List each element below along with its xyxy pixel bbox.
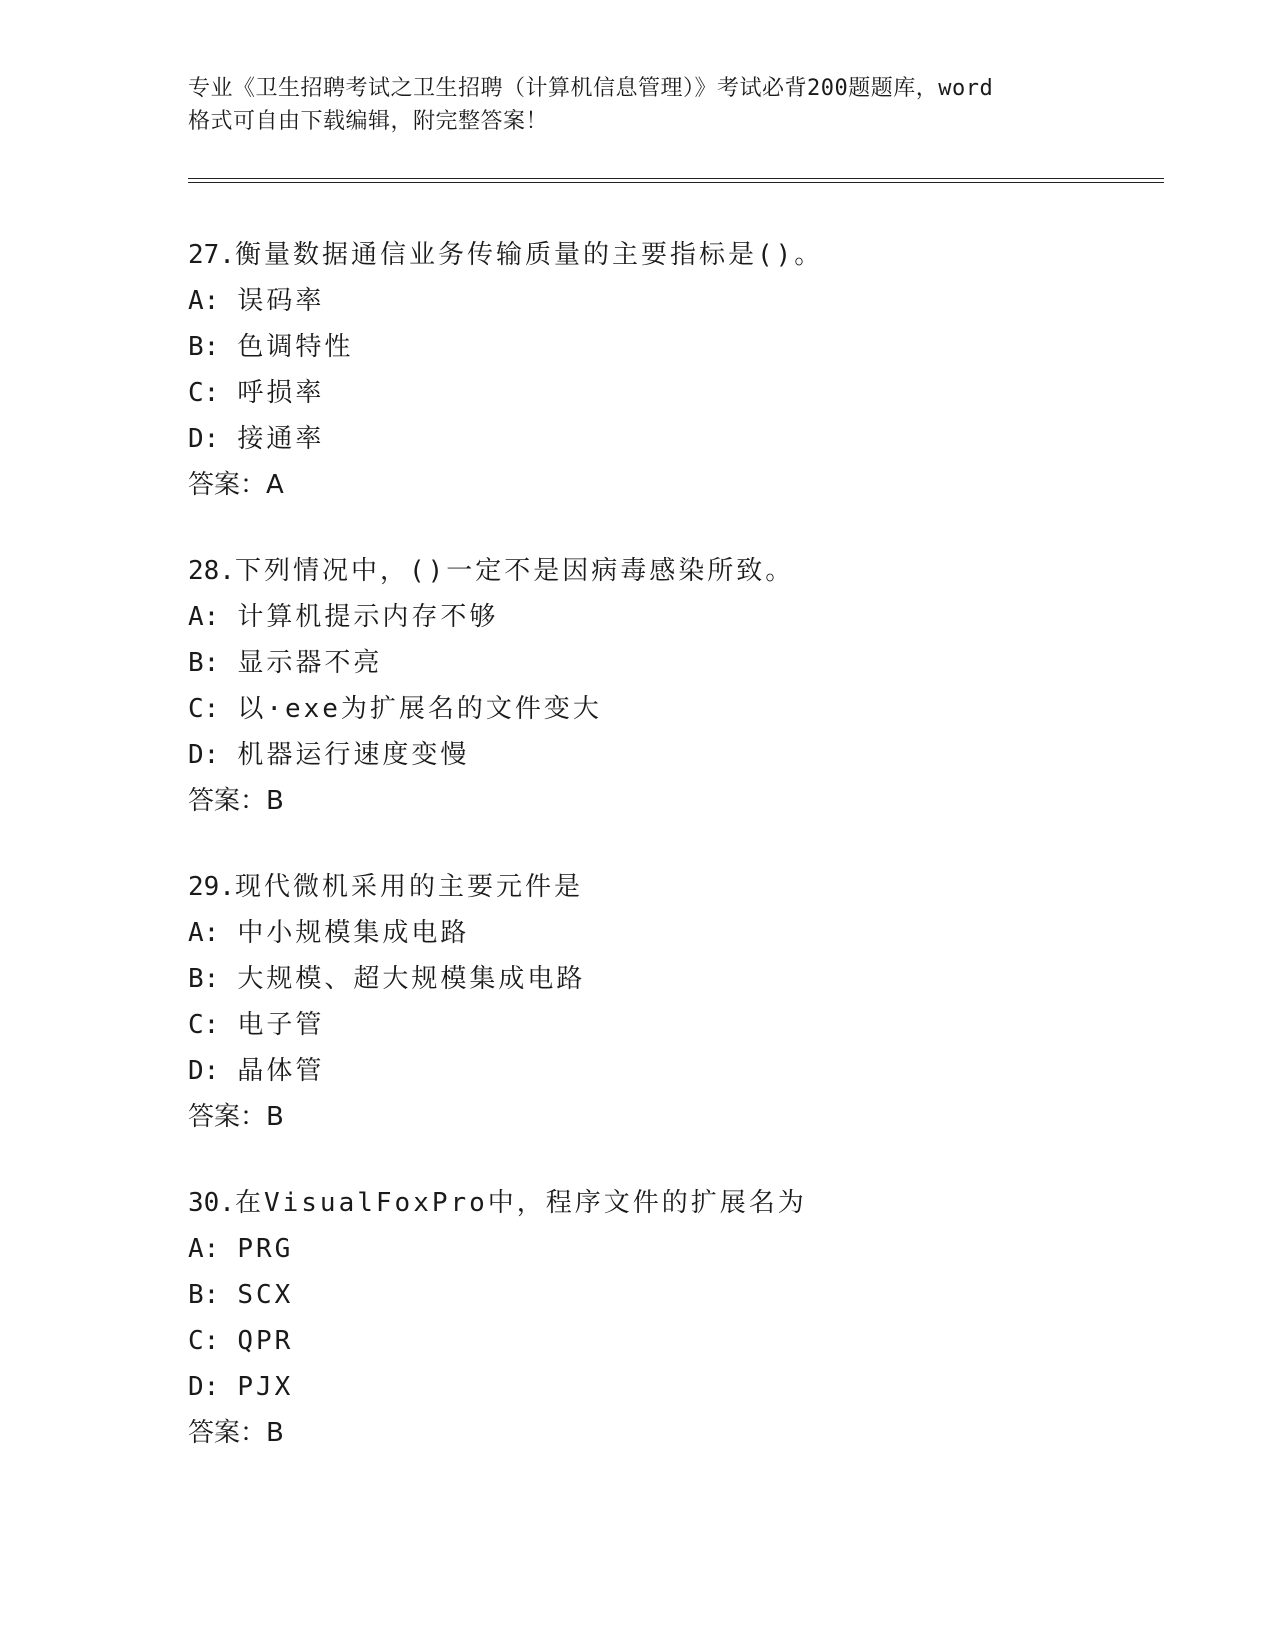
option-text: 以·exe为扩展名的文件变大 bbox=[237, 694, 602, 724]
option-a bbox=[188, 278, 1168, 324]
option-letter: D: bbox=[188, 740, 220, 770]
option-text: 接通率 bbox=[237, 424, 325, 454]
option-text: 机器运行速度变慢 bbox=[237, 740, 470, 770]
option-letter: C: bbox=[188, 378, 220, 408]
option-text: 误码率 bbox=[237, 286, 325, 316]
option-letter: B: bbox=[188, 648, 220, 678]
option-a bbox=[188, 910, 1168, 956]
option-text: 晶体管 bbox=[237, 1056, 325, 1086]
header-line-2: 格式可自由下载编辑，附完整答案！ bbox=[188, 109, 549, 134]
option-a bbox=[188, 1226, 1168, 1272]
question-number: 30. bbox=[188, 1188, 235, 1218]
option-a bbox=[188, 594, 1168, 640]
question-stem bbox=[188, 1180, 1168, 1226]
option-c bbox=[188, 370, 1168, 416]
option-d bbox=[188, 1048, 1168, 1094]
option-letter: A: bbox=[188, 602, 220, 632]
option-letter: D: bbox=[188, 424, 220, 454]
option-letter: C: bbox=[188, 1010, 220, 1040]
option-text: 色调特性 bbox=[237, 332, 354, 362]
question-text: 下列情况中，()一定不是因病毒感染所致。 bbox=[234, 556, 795, 586]
option-letter: D: bbox=[188, 1056, 220, 1086]
option-text: 显示器不亮 bbox=[237, 648, 383, 678]
option-b bbox=[188, 956, 1168, 1002]
option-text: SCX bbox=[237, 1280, 294, 1310]
question-text: 在VisualFoxPro中，程序文件的扩展名为 bbox=[234, 1188, 807, 1218]
answer-line: 答案：A bbox=[188, 470, 284, 500]
option-text: PRG bbox=[237, 1234, 294, 1264]
option-letter: A: bbox=[188, 1234, 220, 1264]
question-text: 现代微机采用的主要元件是 bbox=[234, 872, 583, 902]
answer-line: 答案：B bbox=[188, 786, 284, 816]
answer-line: 答案：B bbox=[188, 1418, 284, 1448]
question-stem bbox=[188, 232, 1168, 278]
question-text: 衡量数据通信业务传输质量的主要指标是()。 bbox=[234, 240, 824, 270]
option-letter: D: bbox=[188, 1372, 220, 1402]
option-letter: B: bbox=[188, 1280, 220, 1310]
header-double-rule bbox=[188, 178, 1164, 183]
option-c bbox=[188, 1002, 1168, 1048]
question-list bbox=[188, 232, 1168, 1496]
option-c bbox=[188, 686, 1168, 732]
question-number: 29. bbox=[188, 872, 235, 902]
option-letter: C: bbox=[188, 694, 220, 724]
option-text: 电子管 bbox=[237, 1010, 325, 1040]
option-text: 计算机提示内存不够 bbox=[237, 602, 499, 632]
option-b bbox=[188, 1272, 1168, 1318]
question-stem bbox=[188, 548, 1168, 594]
question-29 bbox=[188, 864, 1168, 1140]
option-text: 中小规模集成电路 bbox=[237, 918, 470, 948]
option-letter: B: bbox=[188, 332, 220, 362]
option-d bbox=[188, 1364, 1168, 1410]
option-d bbox=[188, 416, 1168, 462]
question-27 bbox=[188, 232, 1168, 508]
option-letter: C: bbox=[188, 1326, 220, 1356]
header-line-1: 专业《卫生招聘考试之卫生招聘（计算机信息管理）》考试必背200题题库，word bbox=[188, 76, 994, 101]
option-text: PJX bbox=[237, 1372, 294, 1402]
question-number: 28. bbox=[188, 556, 235, 586]
question-28 bbox=[188, 548, 1168, 824]
option-letter: B: bbox=[188, 964, 220, 994]
option-letter: A: bbox=[188, 918, 220, 948]
question-number: 27. bbox=[188, 240, 235, 270]
question-30 bbox=[188, 1180, 1168, 1456]
option-text: 呼损率 bbox=[237, 378, 325, 408]
question-stem bbox=[188, 864, 1168, 910]
option-text: 大规模、超大规模集成电路 bbox=[237, 964, 586, 994]
option-d bbox=[188, 732, 1168, 778]
option-c bbox=[188, 1318, 1168, 1364]
document-header bbox=[188, 72, 1088, 138]
option-text: QPR bbox=[237, 1326, 294, 1356]
answer-line: 答案：B bbox=[188, 1102, 284, 1132]
option-b bbox=[188, 640, 1168, 686]
option-letter: A: bbox=[188, 286, 220, 316]
option-b bbox=[188, 324, 1168, 370]
